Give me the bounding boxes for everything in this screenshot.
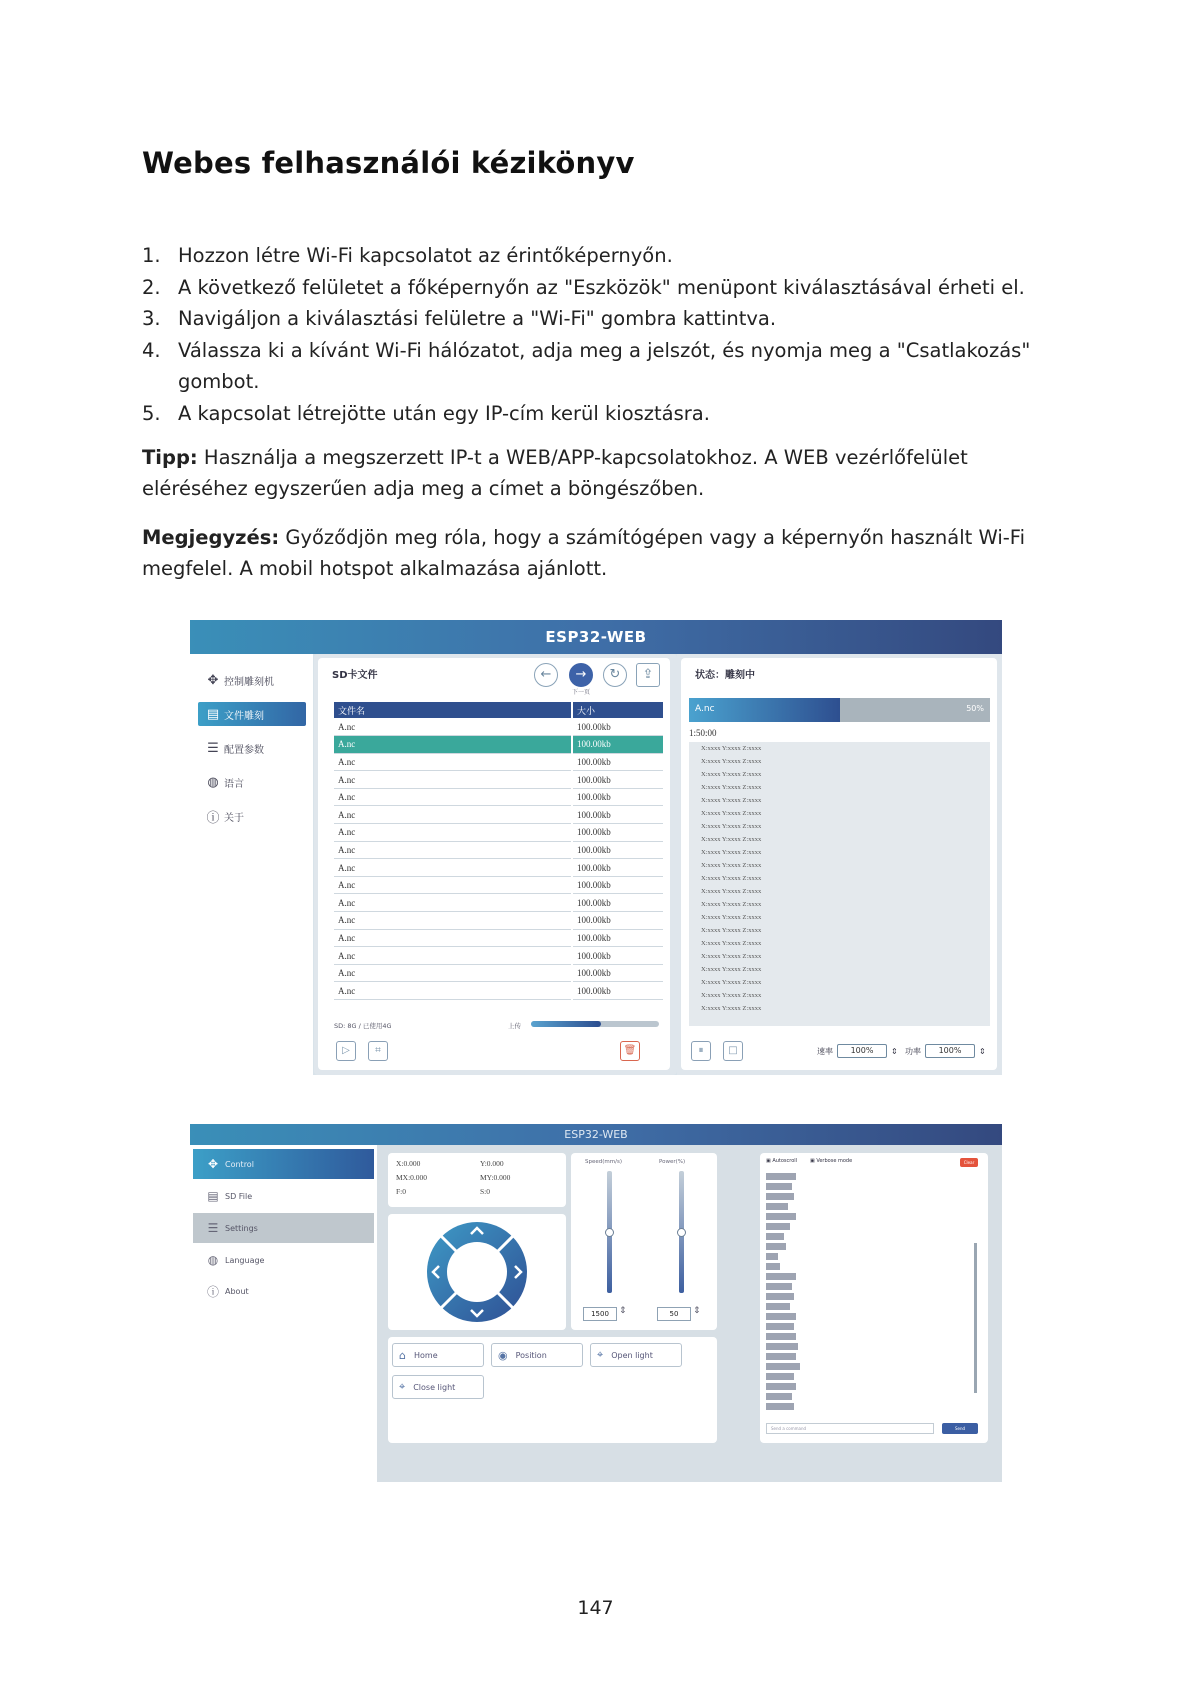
stop-button[interactable]: □ [723,1041,743,1061]
prev-page-button[interactable]: ← [534,663,558,687]
list-item: 1. Hozzon létre Wi-Fi kapcsolatot az érintőképernyőn. [142,244,673,267]
power-label: 功率 [905,1046,921,1056]
log-line: X:xxxx Y:xxxx Z:xxxx [701,875,762,882]
sidebar [190,654,313,1075]
table-row[interactable] [334,876,664,894]
terminal-output [766,1173,978,1413]
terminal-line [766,1333,796,1340]
upload-label: 上传 [508,1022,521,1030]
home-button[interactable]: ⌂ Home [392,1343,484,1367]
globe-icon: ◍ [207,774,219,790]
file-icon: ▤ [207,1189,219,1203]
file-name-cell: A.nc [334,718,572,736]
sidebar-item-control[interactable]: ✥ Control [193,1149,374,1179]
log-line: X:xxxx Y:xxxx Z:xxxx [701,784,762,791]
log-line: X:xxxx Y:xxxx Z:xxxx [701,992,762,999]
file-size-cell: 100.00kb [572,947,664,965]
spinner-arrows-icon[interactable]: ⇕ [619,1306,627,1316]
terminal-line [766,1303,790,1310]
terminal-line [766,1183,792,1190]
log-line: X:xxxx Y:xxxx Z:xxxx [701,810,762,817]
status-header: 状态：雕刻中 [695,670,755,681]
table-row[interactable] [334,912,664,930]
column-size: 大小 [572,702,664,718]
file-name-cell: A.nc [334,771,572,789]
log-line: X:xxxx Y:xxxx Z:xxxx [701,758,762,765]
log-line: X:xxxx Y:xxxx Z:xxxx [701,849,762,856]
next-page-tooltip: 下一页 [572,689,591,696]
log-line: X:xxxx Y:xxxx Z:xxxx [701,914,762,921]
note-paragraph: Megjegyzés: Győződjön meg róla, hogy a számítógépen vagy a képernyőn használt Wi-Fi megfelel. A mobil hotspot alkalmazása ajánlott. [142,526,1026,580]
next-page-button[interactable]: → [569,663,593,687]
crosshair-icon: ⌖ [597,1348,604,1361]
spinner-arrows-icon[interactable]: ⇕ [979,1046,986,1056]
verbose-checkbox[interactable]: ▣ Verbose mode [810,1158,853,1164]
terminal-line [766,1233,784,1240]
speed-value-input[interactable]: 1500 [583,1307,617,1321]
terminal-line [766,1353,796,1360]
sidebar-item-settings[interactable]: ☰ Settings [193,1213,374,1243]
table-row[interactable] [334,736,664,754]
terminal-line [766,1293,794,1300]
file-name-cell: A.nc [334,806,572,824]
terminal-line [766,1203,788,1210]
log-line: X:xxxx Y:xxxx Z:xxxx [701,1005,762,1012]
log-line: X:xxxx Y:xxxx Z:xxxx [701,862,762,869]
coordinates-panel [388,1153,566,1207]
sd-file-panel [318,658,670,1070]
log-line: X:xxxx Y:xxxx Z:xxxx [701,966,762,973]
location-pin-icon: ◉ [498,1348,508,1362]
sidebar-item-about[interactable]: ⓘ About [193,1276,374,1306]
table-row[interactable] [334,788,664,806]
file-name-cell: A.nc [334,947,572,965]
sidebar-item-about[interactable]: ⓘ 关于 [198,804,306,828]
power-control [905,1044,986,1058]
file-size-cell: 100.00kb [572,806,664,824]
send-button[interactable]: Send [942,1423,978,1434]
autoscroll-checkbox[interactable]: ▣ Autoscroll [766,1158,798,1164]
file-size-cell: 100.00kb [572,771,664,789]
speed-slider-knob[interactable] [605,1228,614,1237]
terminal-line [766,1363,800,1370]
status-panel [681,658,997,1070]
jog-pad [388,1214,566,1330]
job-time: 1:50:00 [689,728,717,738]
table-header-row [334,702,664,718]
file-name-cell: A.nc [334,788,572,806]
status-log [689,742,990,1026]
file-name-cell: A.nc [334,982,572,1000]
log-line: X:xxxx Y:xxxx Z:xxxx [701,927,762,934]
file-name-cell: A.nc [334,964,572,982]
delete-button[interactable]: 🗑 [620,1041,640,1061]
file-icon: ▤ [206,706,220,722]
table-row[interactable] [334,771,664,789]
terminal-line [766,1213,796,1220]
log-line: X:xxxx Y:xxxx Z:xxxx [701,979,762,986]
file-size-cell: 100.00kb [572,876,664,894]
page-number: 147 [577,1597,614,1619]
log-line: X:xxxx Y:xxxx Z:xxxx [701,771,762,778]
terminal-panel [760,1153,988,1443]
file-name-cell: A.nc [334,753,572,771]
app-title-bar: ESP32-WEB [190,1124,1002,1145]
file-size-cell: 100.00kb [572,964,664,982]
terminal-line [766,1403,794,1410]
app-title-bar: ESP32-WEB [190,620,1002,654]
sidebar-item-control[interactable]: ✥ 控制雕刻机 [198,668,306,692]
esp32-web-screenshot-english [190,1124,1002,1482]
list-item: 3. Navigáljon a kiválasztási felületre a "Wi-Fi" gombra kattintva. [142,307,777,330]
file-size-cell: 100.00kb [572,788,664,806]
spinner-arrows-icon[interactable]: ⇕ [891,1046,898,1056]
coord-mx: MX:0.000 [396,1173,428,1182]
terminal-line [766,1393,792,1400]
log-line: X:xxxx Y:xxxx Z:xxxx [701,953,762,960]
terminal-line [766,1223,790,1230]
file-size-cell: 100.00kb [572,736,664,754]
terminal-line [766,1173,796,1180]
table-row[interactable] [334,947,664,965]
terminal-scrollbar[interactable] [974,1243,977,1393]
file-name-cell: A.nc [334,841,572,859]
command-input[interactable]: Send a command [766,1423,934,1434]
log-line: X:xxxx Y:xxxx Z:xxxx [701,940,762,947]
terminal-line [766,1273,796,1280]
speed-label: 速率 [817,1046,833,1056]
settings-icon: ☰ [207,740,219,756]
close-light-button[interactable]: ⌖ Close light [392,1375,484,1399]
file-name-cell: A.nc [334,912,572,930]
terminal-line [766,1243,786,1250]
file-size-cell: 100.00kb [572,841,664,859]
settings-icon: ☰ [207,1221,219,1235]
power-spinner[interactable]: 100% [925,1044,975,1058]
speed-slider-label: Speed(mm/s) [585,1159,622,1165]
slider-panel [571,1153,717,1330]
sidebar [190,1145,377,1482]
file-name-cell: A.nc [334,859,572,877]
play-button[interactable]: ▷ [336,1041,356,1061]
table-row[interactable] [334,859,664,877]
table-row[interactable] [334,824,664,842]
table-row[interactable] [334,894,664,912]
terminal-line [766,1313,796,1320]
file-size-cell: 100.00kb [572,929,664,947]
list-item: 5. A kapcsolat létrejötte után egy IP-cím kerül kiosztásra. [142,401,710,425]
terminal-line [766,1283,792,1290]
file-size-cell: 100.00kb [572,982,664,1000]
coord-y: Y:0.000 [480,1159,504,1168]
file-name-cell: A.nc [334,824,572,842]
actions-panel [388,1337,717,1443]
info-icon: ⓘ [206,810,220,826]
sidebar-item-sd-file[interactable]: ▤ SD File [193,1181,374,1211]
tip-paragraph: Tipp: Használja a megszerzett IP-t a WEB/APP-kapcsolatokhoz. A WEB vezérlőfelület eléréséhez egyszerűen adja meg a címet a böngészőben. [142,446,968,500]
file-name-cell: A.nc [334,929,572,947]
terminal-line [766,1383,796,1390]
log-line: X:xxxx Y:xxxx Z:xxxx [701,745,762,752]
log-line: X:xxxx Y:xxxx Z:xxxx [701,836,762,843]
table-row[interactable] [334,964,664,982]
terminal-line [766,1193,794,1200]
file-size-cell: 100.00kb [572,718,664,736]
log-line: X:xxxx Y:xxxx Z:xxxx [701,888,762,895]
job-filename: A.nc [695,704,715,714]
file-size-cell: 100.00kb [572,859,664,877]
move-icon: ✥ [207,672,219,688]
file-size-cell: 100.00kb [572,824,664,842]
upload-icon-button[interactable]: ⇪ [636,663,660,687]
log-line: X:xxxx Y:xxxx Z:xxxx [701,823,762,830]
tip-label: Tipp: [142,446,198,469]
table-row[interactable] [334,982,664,1000]
power-slider-label: Power(%) [659,1159,686,1165]
file-size-cell: 100.00kb [572,912,664,930]
position-button[interactable]: ◉ Position [491,1343,583,1367]
terminal-line [766,1323,794,1330]
table-row[interactable] [334,753,664,771]
power-value-input[interactable]: 50 [657,1307,691,1321]
file-table [334,702,665,1000]
sidebar-item-file-engrave[interactable]: ▤ 文件雕刻 [198,702,306,726]
globe-icon: ◍ [207,1253,219,1267]
table-row[interactable] [334,718,664,736]
speed-spinner[interactable]: 100% [837,1044,887,1058]
file-size-cell: 100.00kb [572,894,664,912]
log-line: X:xxxx Y:xxxx Z:xxxx [701,901,762,908]
speed-control [817,1044,898,1058]
column-filename: 文件名 [334,702,572,718]
terminal-line [766,1253,778,1260]
coord-my: MY:0.000 [480,1173,511,1182]
storage-info: SD: 8G / 已使用4G [334,1022,392,1030]
file-size-cell: 100.00kb [572,753,664,771]
page-title: Webes felhasználói kézikönyv [142,146,635,180]
pause-button[interactable]: ⏸ [691,1041,711,1061]
step-list [142,240,1042,429]
log-line: X:xxxx Y:xxxx Z:xxxx [701,797,762,804]
refresh-button[interactable]: ↻ [603,663,627,687]
sd-panel-header: SD卡文件 [332,670,378,681]
coord-s: S:0 [480,1187,491,1196]
coord-f: F:0 [396,1187,407,1196]
file-name-cell: A.nc [334,894,572,912]
list-item: 2. A következő felületet a főképernyőn az "Eszközök" menüpont kiválasztásával érheti el. [142,275,1025,299]
crosshair-icon: ⌖ [399,1380,406,1393]
file-rows [334,718,664,1000]
upload-progress-fill [531,1021,601,1027]
home-icon: ⌂ [399,1348,406,1362]
frame-button[interactable]: ⌗ [368,1041,388,1061]
sidebar-item-language[interactable]: ◍ Language [193,1245,374,1275]
move-icon: ✥ [207,1157,219,1171]
sidebar-item-config[interactable]: ☰ 配置参数 [198,736,306,760]
sidebar-item-language[interactable]: ◍ 语言 [198,770,306,794]
table-row[interactable] [334,806,664,824]
table-row[interactable] [334,841,664,859]
job-percent: 50% [966,704,984,713]
file-name-cell: A.nc [334,736,572,754]
note-label: Megjegyzés: [142,526,280,549]
jog-panel [388,1214,566,1330]
clear-button[interactable]: Clear [960,1158,978,1167]
list-item: 4. Válassza ki a kívánt Wi-Fi hálózatot, adja meg a jelszót, és nyomja meg a "Csatlakozás" gombot. [142,338,1031,393]
info-icon: ⓘ [206,1284,219,1299]
job-progress-bar [689,698,990,722]
upload-progress [531,1021,659,1027]
table-row[interactable] [334,929,664,947]
esp32-web-screenshot-chinese [190,620,1002,1075]
coord-x: X:0.000 [396,1159,421,1168]
power-slider-knob[interactable] [677,1228,686,1237]
open-light-button[interactable]: ⌖ Open light [590,1343,682,1367]
file-name-cell: A.nc [334,876,572,894]
terminal-line [766,1373,794,1380]
terminal-line [766,1343,798,1350]
terminal-line [766,1263,780,1270]
spinner-arrows-icon[interactable]: ⇕ [693,1306,701,1316]
